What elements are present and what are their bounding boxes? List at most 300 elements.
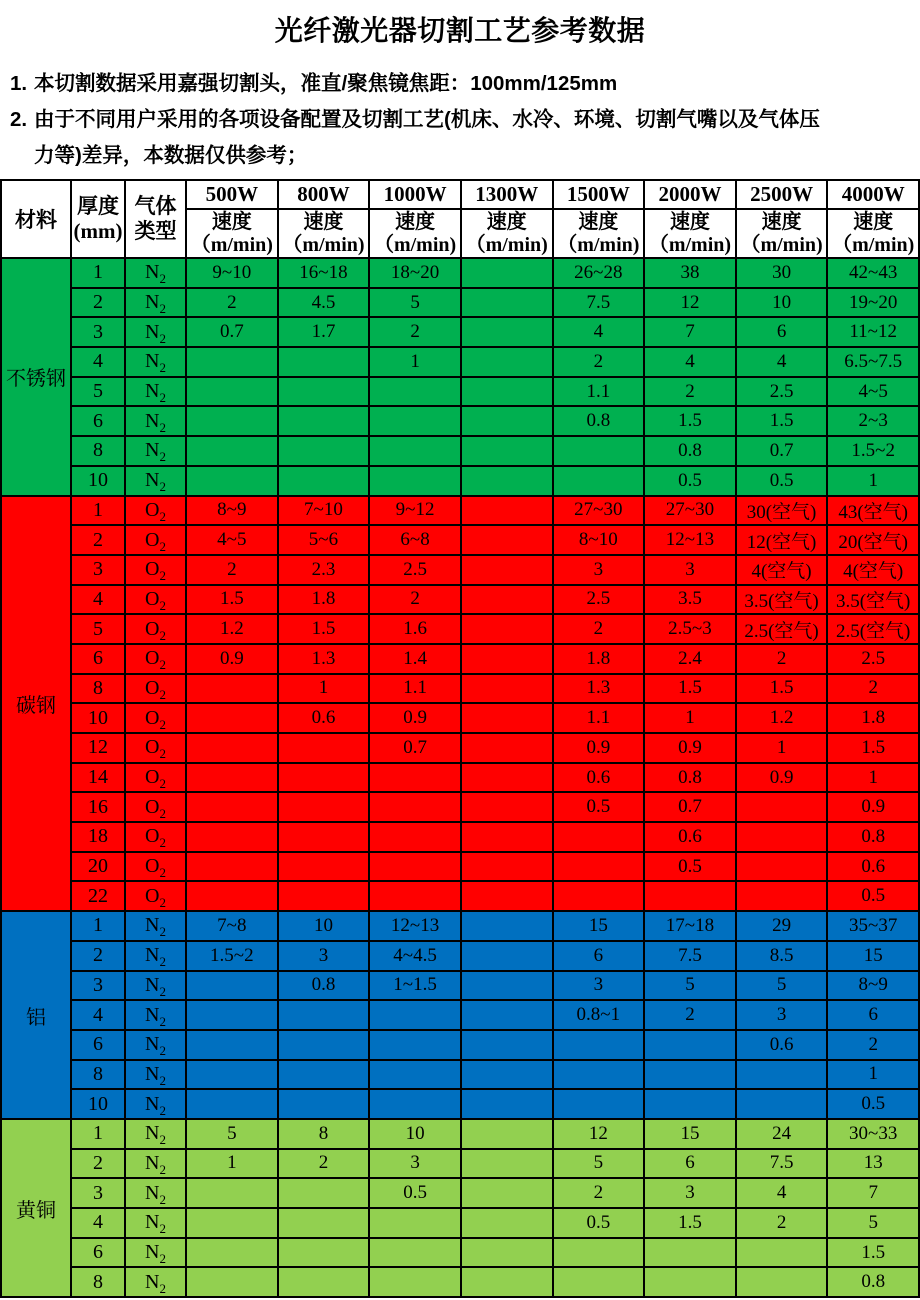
speed-cell: 10 <box>369 1119 461 1149</box>
speed-cell <box>369 1060 461 1090</box>
table-row <box>1 703 919 733</box>
speed-cell: 7.5 <box>553 288 645 318</box>
speed-cell <box>553 466 645 496</box>
speed-cell <box>278 436 370 466</box>
speed-cell <box>369 1208 461 1238</box>
power-header: 1300W <box>461 180 553 209</box>
gas-cell <box>125 1208 186 1238</box>
thickness-cell: 20 <box>71 852 125 882</box>
speed-cell: 4 <box>736 347 828 377</box>
speed-cell: 0.9 <box>186 644 278 674</box>
thickness-cell: 1 <box>71 911 125 941</box>
speed-cell: 0.8 <box>644 763 736 793</box>
speed-cell <box>461 496 553 526</box>
speed-cell <box>278 852 370 882</box>
speed-cell <box>736 1267 828 1297</box>
speed-cell <box>553 822 645 852</box>
speed-cell: 5 <box>827 1208 919 1238</box>
thickness-column-header <box>71 180 125 258</box>
gas-cell <box>125 792 186 822</box>
speed-cell: 42~43 <box>827 258 919 288</box>
gas-symbol: $O_2$ <box>145 736 166 762</box>
gas-cell <box>125 1030 186 1060</box>
speed-cell: 4.5 <box>278 288 370 318</box>
speed-cell: 38 <box>644 258 736 288</box>
speed-cell: 0.7 <box>644 792 736 822</box>
table-row <box>1 852 919 882</box>
speed-cell <box>736 792 828 822</box>
speed-cell <box>461 1178 553 1208</box>
speed-cell: 5~6 <box>278 525 370 555</box>
gas-symbol: $N_2$ <box>145 1092 166 1118</box>
table-row <box>1 555 919 585</box>
speed-cell: 3 <box>644 1178 736 1208</box>
speed-cell: 5 <box>644 971 736 1001</box>
speed-cell <box>736 881 828 911</box>
header-line: 类型 <box>134 219 177 243</box>
table-row <box>1 792 919 822</box>
note-2 <box>10 102 916 174</box>
speed-cell: 30(空气) <box>736 496 828 526</box>
gas-symbol: $O_2$ <box>145 825 166 851</box>
speed-cell: 2 <box>553 614 645 644</box>
speed-cell <box>186 1238 278 1268</box>
speed-cell: 18~20 <box>369 258 461 288</box>
speed-cell: 0.5 <box>736 466 828 496</box>
speed-cell: 1 <box>827 1060 919 1090</box>
speed-cell <box>186 792 278 822</box>
thickness-cell: 4 <box>71 585 125 615</box>
speed-cell <box>369 1000 461 1030</box>
speed-cell: 4(空气) <box>827 555 919 585</box>
speed-cell: 0.8 <box>278 971 370 1001</box>
speed-cell: 2 <box>827 674 919 704</box>
speed-unit-header <box>278 209 370 258</box>
speed-cell: 0.5 <box>553 1208 645 1238</box>
speed-cell <box>644 1030 736 1060</box>
power-header: 2500W <box>736 180 828 209</box>
table-row <box>1 317 919 347</box>
speed-cell <box>186 763 278 793</box>
gas-symbol: $N_2$ <box>145 1211 166 1237</box>
speed-cell: 0.6 <box>827 852 919 882</box>
speed-unit: （m/min) <box>373 233 457 256</box>
material-label: 不锈钢 <box>1 258 71 496</box>
speed-cell <box>186 733 278 763</box>
thickness-cell: 5 <box>71 614 125 644</box>
speed-cell <box>369 852 461 882</box>
speed-cell: 27~30 <box>644 496 736 526</box>
speed-cell <box>278 881 370 911</box>
speed-cell: 1 <box>369 347 461 377</box>
speed-cell <box>644 1238 736 1268</box>
speed-cell <box>186 674 278 704</box>
speed-cell <box>461 614 553 644</box>
gas-symbol: $O_2$ <box>145 676 166 702</box>
speed-cell: 5 <box>186 1119 278 1149</box>
gas-cell <box>125 1149 186 1179</box>
speed-cell: 0.7 <box>186 317 278 347</box>
speed-cell: 3.5(空气) <box>736 585 828 615</box>
speed-cell <box>461 763 553 793</box>
thickness-cell: 8 <box>71 1267 125 1297</box>
gas-cell <box>125 555 186 585</box>
gas-cell <box>125 733 186 763</box>
gas-cell <box>125 971 186 1001</box>
thickness-cell: 2 <box>71 941 125 971</box>
speed-cell <box>186 377 278 407</box>
gas-cell <box>125 377 186 407</box>
thickness-cell: 1 <box>71 1119 125 1149</box>
speed-cell: 0.7 <box>736 436 828 466</box>
speed-cell: 1.1 <box>553 703 645 733</box>
speed-cell <box>278 1238 370 1268</box>
speed-cell: 2 <box>644 377 736 407</box>
speed-cell <box>461 377 553 407</box>
speed-cell: 1.5 <box>644 1208 736 1238</box>
speed-cell: 3 <box>553 971 645 1001</box>
speed-cell: 1.8 <box>553 644 645 674</box>
speed-cell: 15 <box>644 1119 736 1149</box>
note-number: 1. <box>10 72 28 95</box>
gas-symbol: $O_2$ <box>145 498 166 524</box>
speed-cell <box>461 881 553 911</box>
speed-cell: 2.3 <box>278 555 370 585</box>
speed-cell <box>461 822 553 852</box>
material-label: 碳钢 <box>1 496 71 912</box>
gas-cell <box>125 703 186 733</box>
speed-cell: 0.6 <box>736 1030 828 1060</box>
gas-cell <box>125 614 186 644</box>
speed-cell <box>461 258 553 288</box>
speed-cell <box>369 881 461 911</box>
gas-symbol: $N_2$ <box>145 1181 166 1207</box>
speed-cell: 3 <box>736 1000 828 1030</box>
speed-cell: 0.6 <box>278 703 370 733</box>
speed-cell <box>186 406 278 436</box>
speed-cell: 1.8 <box>827 703 919 733</box>
thickness-cell: 10 <box>71 703 125 733</box>
gas-symbol: $N_2$ <box>145 291 166 317</box>
speed-cell: 8 <box>278 1119 370 1149</box>
speed-cell: 24 <box>736 1119 828 1149</box>
speed-cell: 1.4 <box>369 644 461 674</box>
speed-cell: 0.8 <box>553 406 645 436</box>
table-row <box>1 1119 919 1149</box>
speed-cell: 16~18 <box>278 258 370 288</box>
speed-label: 速度 <box>395 210 436 233</box>
gas-cell <box>125 852 186 882</box>
speed-cell: 1.5 <box>278 614 370 644</box>
speed-cell: 1 <box>827 763 919 793</box>
speed-cell: 2.5 <box>827 644 919 674</box>
gas-symbol: $N_2$ <box>145 944 166 970</box>
power-header: 500W <box>186 180 278 209</box>
speed-cell: 30 <box>736 258 828 288</box>
speed-cell: 0.6 <box>644 822 736 852</box>
speed-cell <box>369 436 461 466</box>
gas-symbol: $O_2$ <box>145 706 166 732</box>
speed-cell: 1.5 <box>644 674 736 704</box>
speed-cell: 2 <box>553 1178 645 1208</box>
speed-cell <box>369 1030 461 1060</box>
speed-cell: 10 <box>736 288 828 318</box>
speed-cell: 2.5(空气) <box>827 614 919 644</box>
table-row <box>1 763 919 793</box>
speed-cell: 4~5 <box>827 377 919 407</box>
speed-label: 速度 <box>853 210 894 233</box>
speed-cell: 3 <box>553 555 645 585</box>
thickness-cell: 4 <box>71 1000 125 1030</box>
header-line: 厚度 <box>77 194 119 218</box>
speed-cell <box>736 822 828 852</box>
speed-cell: 15 <box>827 941 919 971</box>
gas-cell <box>125 822 186 852</box>
speed-cell: 6 <box>553 941 645 971</box>
speed-cell: 1.5 <box>736 406 828 436</box>
speed-cell <box>461 1089 553 1119</box>
speed-cell: 2 <box>553 347 645 377</box>
table-row <box>1 674 919 704</box>
thickness-cell: 6 <box>71 644 125 674</box>
speed-cell <box>644 1060 736 1090</box>
speed-cell <box>369 1267 461 1297</box>
gas-symbol: $N_2$ <box>145 261 166 287</box>
speed-cell <box>461 941 553 971</box>
speed-label: 速度 <box>211 210 252 233</box>
table-row <box>1 941 919 971</box>
speed-cell <box>186 1178 278 1208</box>
speed-cell: 2 <box>827 1030 919 1060</box>
thickness-cell: 3 <box>71 971 125 1001</box>
thickness-cell: 2 <box>71 1149 125 1179</box>
speed-cell <box>278 1178 370 1208</box>
speed-cell: 19~20 <box>827 288 919 318</box>
speed-cell <box>186 1030 278 1060</box>
speed-cell <box>461 1060 553 1090</box>
speed-cell <box>461 703 553 733</box>
table-row <box>1 436 919 466</box>
gas-symbol: $N_2$ <box>145 439 166 465</box>
speed-cell: 9~10 <box>186 258 278 288</box>
speed-cell: 6~8 <box>369 525 461 555</box>
speed-cell <box>461 1149 553 1179</box>
speed-cell <box>369 406 461 436</box>
gas-cell <box>125 585 186 615</box>
gas-cell <box>125 644 186 674</box>
speed-cell <box>461 525 553 555</box>
table-row <box>1 733 919 763</box>
speed-cell: 7.5 <box>736 1149 828 1179</box>
gas-column-header <box>125 180 186 258</box>
speed-cell <box>461 406 553 436</box>
gas-symbol: $N_2$ <box>145 973 166 999</box>
speed-cell <box>186 1060 278 1090</box>
speed-unit: （m/min) <box>648 233 732 256</box>
gas-cell <box>125 941 186 971</box>
speed-cell <box>278 1030 370 1060</box>
thickness-cell: 6 <box>71 1030 125 1060</box>
table-row <box>1 822 919 852</box>
gas-cell <box>125 674 186 704</box>
speed-cell: 12~13 <box>644 525 736 555</box>
speed-cell: 5 <box>736 971 828 1001</box>
table-row <box>1 1149 919 1179</box>
speed-cell <box>736 852 828 882</box>
speed-cell: 2.5 <box>736 377 828 407</box>
speed-cell: 0.8~1 <box>553 1000 645 1030</box>
speed-cell: 6.5~7.5 <box>827 347 919 377</box>
speed-cell: 12 <box>644 288 736 318</box>
thickness-cell: 8 <box>71 674 125 704</box>
speed-cell: 7 <box>827 1178 919 1208</box>
speed-cell: 1.5 <box>827 733 919 763</box>
table-row <box>1 1060 919 1090</box>
speed-cell: 2.5~3 <box>644 614 736 644</box>
speed-cell: 8~9 <box>186 496 278 526</box>
table-row <box>1 881 919 911</box>
speed-cell: 0.9 <box>553 733 645 763</box>
material-column-header: 材料 <box>1 180 71 258</box>
speed-cell: 7 <box>644 317 736 347</box>
thickness-cell: 5 <box>71 377 125 407</box>
table-row <box>1 1267 919 1297</box>
speed-cell <box>369 1089 461 1119</box>
speed-cell <box>461 1030 553 1060</box>
speed-cell: 0.8 <box>827 822 919 852</box>
gas-symbol: $N_2$ <box>145 380 166 406</box>
speed-cell: 0.5 <box>369 1178 461 1208</box>
speed-cell <box>553 436 645 466</box>
speed-cell <box>186 1208 278 1238</box>
gas-symbol: $N_2$ <box>145 409 166 435</box>
speed-cell: 3 <box>644 555 736 585</box>
speed-cell: 1.2 <box>186 614 278 644</box>
speed-cell <box>278 1060 370 1090</box>
speed-unit: （m/min) <box>465 233 548 256</box>
speed-cell: 8.5 <box>736 941 828 971</box>
speed-cell <box>186 703 278 733</box>
speed-cell: 1.1 <box>553 377 645 407</box>
speed-label: 速度 <box>486 210 527 233</box>
speed-cell: 13 <box>827 1149 919 1179</box>
gas-symbol: $N_2$ <box>145 350 166 376</box>
speed-cell <box>461 347 553 377</box>
speed-cell: 20(空气) <box>827 525 919 555</box>
speed-cell <box>644 1089 736 1119</box>
gas-symbol: $O_2$ <box>145 647 166 673</box>
speed-cell <box>369 792 461 822</box>
gas-cell <box>125 525 186 555</box>
table-row <box>1 614 919 644</box>
speed-cell: 12(空气) <box>736 525 828 555</box>
speed-cell: 5 <box>369 288 461 318</box>
gas-symbol: $N_2$ <box>145 1270 166 1296</box>
speed-cell: 2~3 <box>827 406 919 436</box>
table-row <box>1 911 919 941</box>
speed-cell: 0.9 <box>644 733 736 763</box>
speed-cell: 2 <box>186 555 278 585</box>
speed-cell <box>186 881 278 911</box>
speed-cell: 3.5 <box>644 585 736 615</box>
table-row <box>1 644 919 674</box>
thickness-cell: 4 <box>71 1208 125 1238</box>
speed-cell: 4~5 <box>186 525 278 555</box>
thickness-cell: 12 <box>71 733 125 763</box>
speed-cell: 1.3 <box>553 674 645 704</box>
speed-cell: 2 <box>736 1208 828 1238</box>
speed-unit-header <box>186 209 278 258</box>
speed-cell <box>461 971 553 1001</box>
gas-symbol: $N_2$ <box>145 1062 166 1088</box>
gas-cell <box>125 317 186 347</box>
speed-cell <box>461 1238 553 1268</box>
speed-cell: 6 <box>644 1149 736 1179</box>
speed-cell <box>461 852 553 882</box>
speed-cell: 0.5 <box>644 466 736 496</box>
speed-cell: 10 <box>278 911 370 941</box>
speed-cell: 0.6 <box>553 763 645 793</box>
speed-cell <box>186 347 278 377</box>
speed-cell: 43(空气) <box>827 496 919 526</box>
header-line: (mm) <box>73 219 123 243</box>
speed-label: 速度 <box>303 210 344 233</box>
speed-cell <box>553 852 645 882</box>
note-number: 2. <box>10 108 28 131</box>
speed-cell <box>736 1060 828 1090</box>
speed-cell: 1.5 <box>186 585 278 615</box>
speed-cell <box>461 436 553 466</box>
speed-cell <box>461 733 553 763</box>
speed-cell: 0.7 <box>369 733 461 763</box>
speed-cell <box>186 822 278 852</box>
speed-cell: 6 <box>827 1000 919 1030</box>
table-header <box>1 180 919 258</box>
speed-cell <box>186 466 278 496</box>
speed-unit-header <box>644 209 736 258</box>
speed-cell: 26~28 <box>553 258 645 288</box>
speed-cell <box>278 347 370 377</box>
speed-cell <box>369 822 461 852</box>
gas-symbol: $O_2$ <box>145 766 166 792</box>
thickness-cell: 6 <box>71 406 125 436</box>
header-line: 气体 <box>134 194 177 218</box>
speed-cell <box>186 436 278 466</box>
table-row <box>1 377 919 407</box>
speed-cell <box>553 881 645 911</box>
speed-cell: 17~18 <box>644 911 736 941</box>
material-label: 黄铜 <box>1 1119 71 1297</box>
speed-cell: 2 <box>369 317 461 347</box>
speed-unit-header <box>553 209 645 258</box>
speed-cell: 8~10 <box>553 525 645 555</box>
note-text: 本切割数据采用嘉强切割头，准直/聚焦镜焦距：100mm/125mm <box>34 72 618 95</box>
note-body <box>34 102 916 174</box>
speed-cell: 1.5 <box>644 406 736 436</box>
speed-unit-header <box>736 209 828 258</box>
speed-cell: 1 <box>644 703 736 733</box>
gas-cell <box>125 911 186 941</box>
speed-cell <box>278 822 370 852</box>
speed-cell <box>736 1238 828 1268</box>
speed-cell: 1.2 <box>736 703 828 733</box>
table-row <box>1 406 919 436</box>
power-header-row <box>1 180 919 209</box>
speed-cell <box>369 763 461 793</box>
gas-symbol: $O_2$ <box>145 528 166 554</box>
speed-cell: 7.5 <box>644 941 736 971</box>
speed-cell: 2 <box>369 585 461 615</box>
